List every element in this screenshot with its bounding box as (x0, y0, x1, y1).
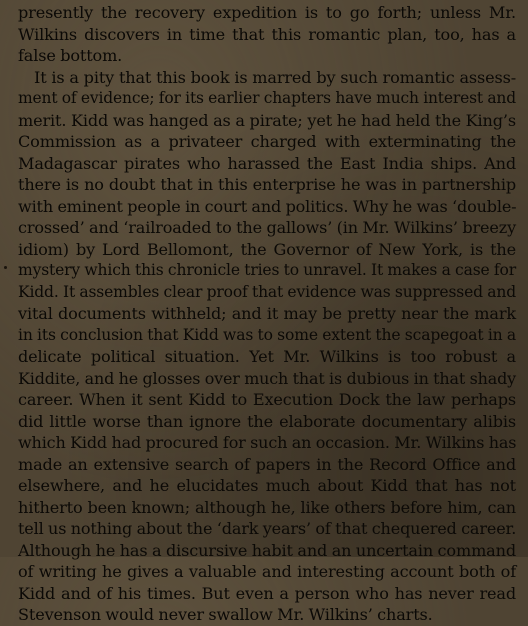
text-line: false bottom. (18, 46, 123, 65)
text-line: Although he has a discursive habit and an uncertain command (18, 540, 516, 560)
text-line: hitherto been known; although he, like others before him, can (18, 497, 516, 517)
text-line: Commission as a privateer charged with exterminating the (18, 132, 516, 151)
text-line: It is a pity that this book is marred by such romantic assess- (34, 67, 516, 87)
margin-speck (4, 266, 7, 269)
text-line: Kidd and of his times. But even a person who has never read (18, 583, 516, 603)
text-line: with eminent people in court and politics. Why he was ‘double- (18, 196, 517, 216)
text-line: delicate political situation. Yet Mr. Wilkins is too robust a (18, 347, 516, 366)
text-line: Stevenson would never swallow Mr. Wilkins’ charts. (18, 605, 433, 624)
text-line: presently the recovery expedition is to go forth; unless Mr. (18, 3, 516, 22)
paragraph-1 (18, 2, 516, 67)
text-line: Madagascar pirates who harassed the East India ships. And (18, 153, 516, 173)
text-line: of writing he gives a valuable and interesting account both of (18, 562, 516, 581)
text-line: crossed’ and ‘railroaded to the gallows’ (in Mr. Wilkins’ breezy (18, 218, 516, 237)
text-line: which Kidd had procured for such an occasion. Mr. Wilkins has (18, 433, 517, 452)
paragraph-2 (18, 67, 516, 626)
text-line: career. When it sent Kidd to Execution Dock the law perhaps (18, 390, 516, 409)
text-line: made an extensive search of papers in the Record Office and (18, 454, 516, 474)
text-line: Kiddite, and he glosses over much that is dubious in that shady (18, 368, 516, 388)
text-line: Kidd. It assembles clear proof that evidence was suppressed and (18, 282, 516, 301)
text-line: ment of evidence; for its earlier chapters have much interest and (18, 89, 516, 107)
text-line: in its conclusion that Kidd was to some extent the scapegoat in a (18, 325, 516, 344)
text-line: there is no doubt that in this enterprise he was in partnership (18, 175, 516, 194)
text-line: idiom) by Lord Bellomont, the Governor of New York, is the (18, 239, 516, 259)
text-line: merit. Kidd was hanged as a pirate; yet he had held the King’s (18, 110, 516, 130)
text-line: vital documents withheld; and it may be pretty near the mark (18, 304, 516, 323)
text-line: elsewhere, and he elucidates much about Kidd that has not (18, 476, 516, 495)
text-line: Wilkins discovers in time that this romantic plan, too, has a (18, 24, 516, 44)
text-line: did little worse than ignore the elaborate documentary alibis (18, 411, 516, 431)
text-line: mystery which this chronicle tries to unravel. It makes a case for (18, 261, 516, 279)
text-line: tell us nothing about the ‘dark years’ of that chequered career. (18, 519, 517, 538)
